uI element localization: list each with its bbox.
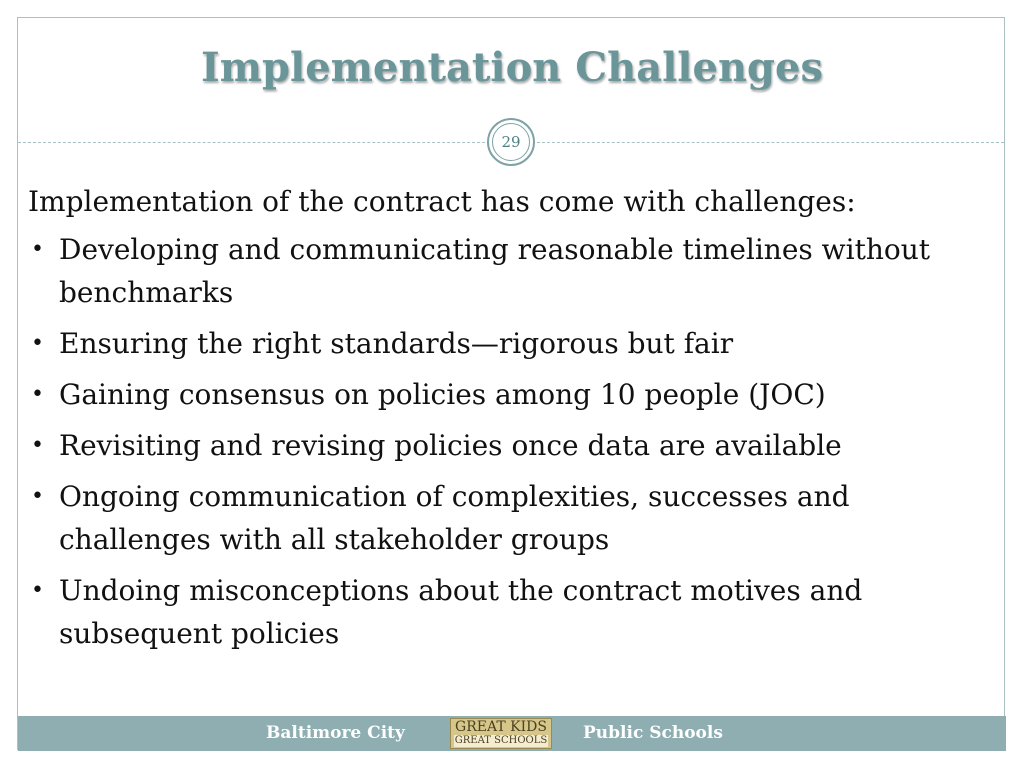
bullet-item	[28, 569, 998, 655]
bullet-icon: •	[31, 331, 44, 356]
bullet-text: Undoing misconceptions about the contract motives and subsequent policies	[59, 574, 863, 650]
footer-left-text: Baltimore City	[266, 723, 405, 743]
footer-right-text: Public Schools	[583, 723, 723, 743]
slide-title: Implementation Challenges	[201, 44, 823, 91]
bullet-icon: •	[31, 578, 44, 603]
bullet-icon: •	[31, 237, 44, 262]
bullet-item	[28, 373, 998, 416]
bullet-list	[28, 228, 998, 655]
bullet-item	[28, 228, 998, 314]
slide-body	[28, 180, 998, 663]
bullet-item	[28, 424, 998, 467]
bullet-text: Gaining consensus on policies among 10 people (JOC)	[59, 378, 826, 411]
bullet-item	[28, 322, 998, 365]
page-number-badge	[487, 118, 535, 166]
great-kids-logo	[450, 718, 552, 749]
page-number: 29	[492, 123, 530, 161]
logo-bottom-text: GREAT SCHOOLS	[454, 735, 548, 746]
bullet-text: Revisiting and revising policies once data are available	[59, 429, 842, 462]
bullet-icon: •	[31, 433, 44, 458]
bullet-text: Developing and communicating reasonable timelines without benchmarks	[59, 233, 931, 309]
bullet-icon: •	[31, 484, 44, 509]
bullet-text: Ongoing communication of complexities, successes and challenges with all stakeholder groups	[59, 480, 850, 556]
bullet-icon: •	[31, 382, 44, 407]
logo-top-text: GREAT KIDS	[455, 719, 547, 735]
intro-text: Implementation of the contract has come with challenges:	[28, 185, 856, 218]
bullet-item	[28, 475, 998, 561]
footer-bar	[18, 716, 1006, 751]
bullet-text: Ensuring the right standards—rigorous but fair	[59, 327, 734, 360]
